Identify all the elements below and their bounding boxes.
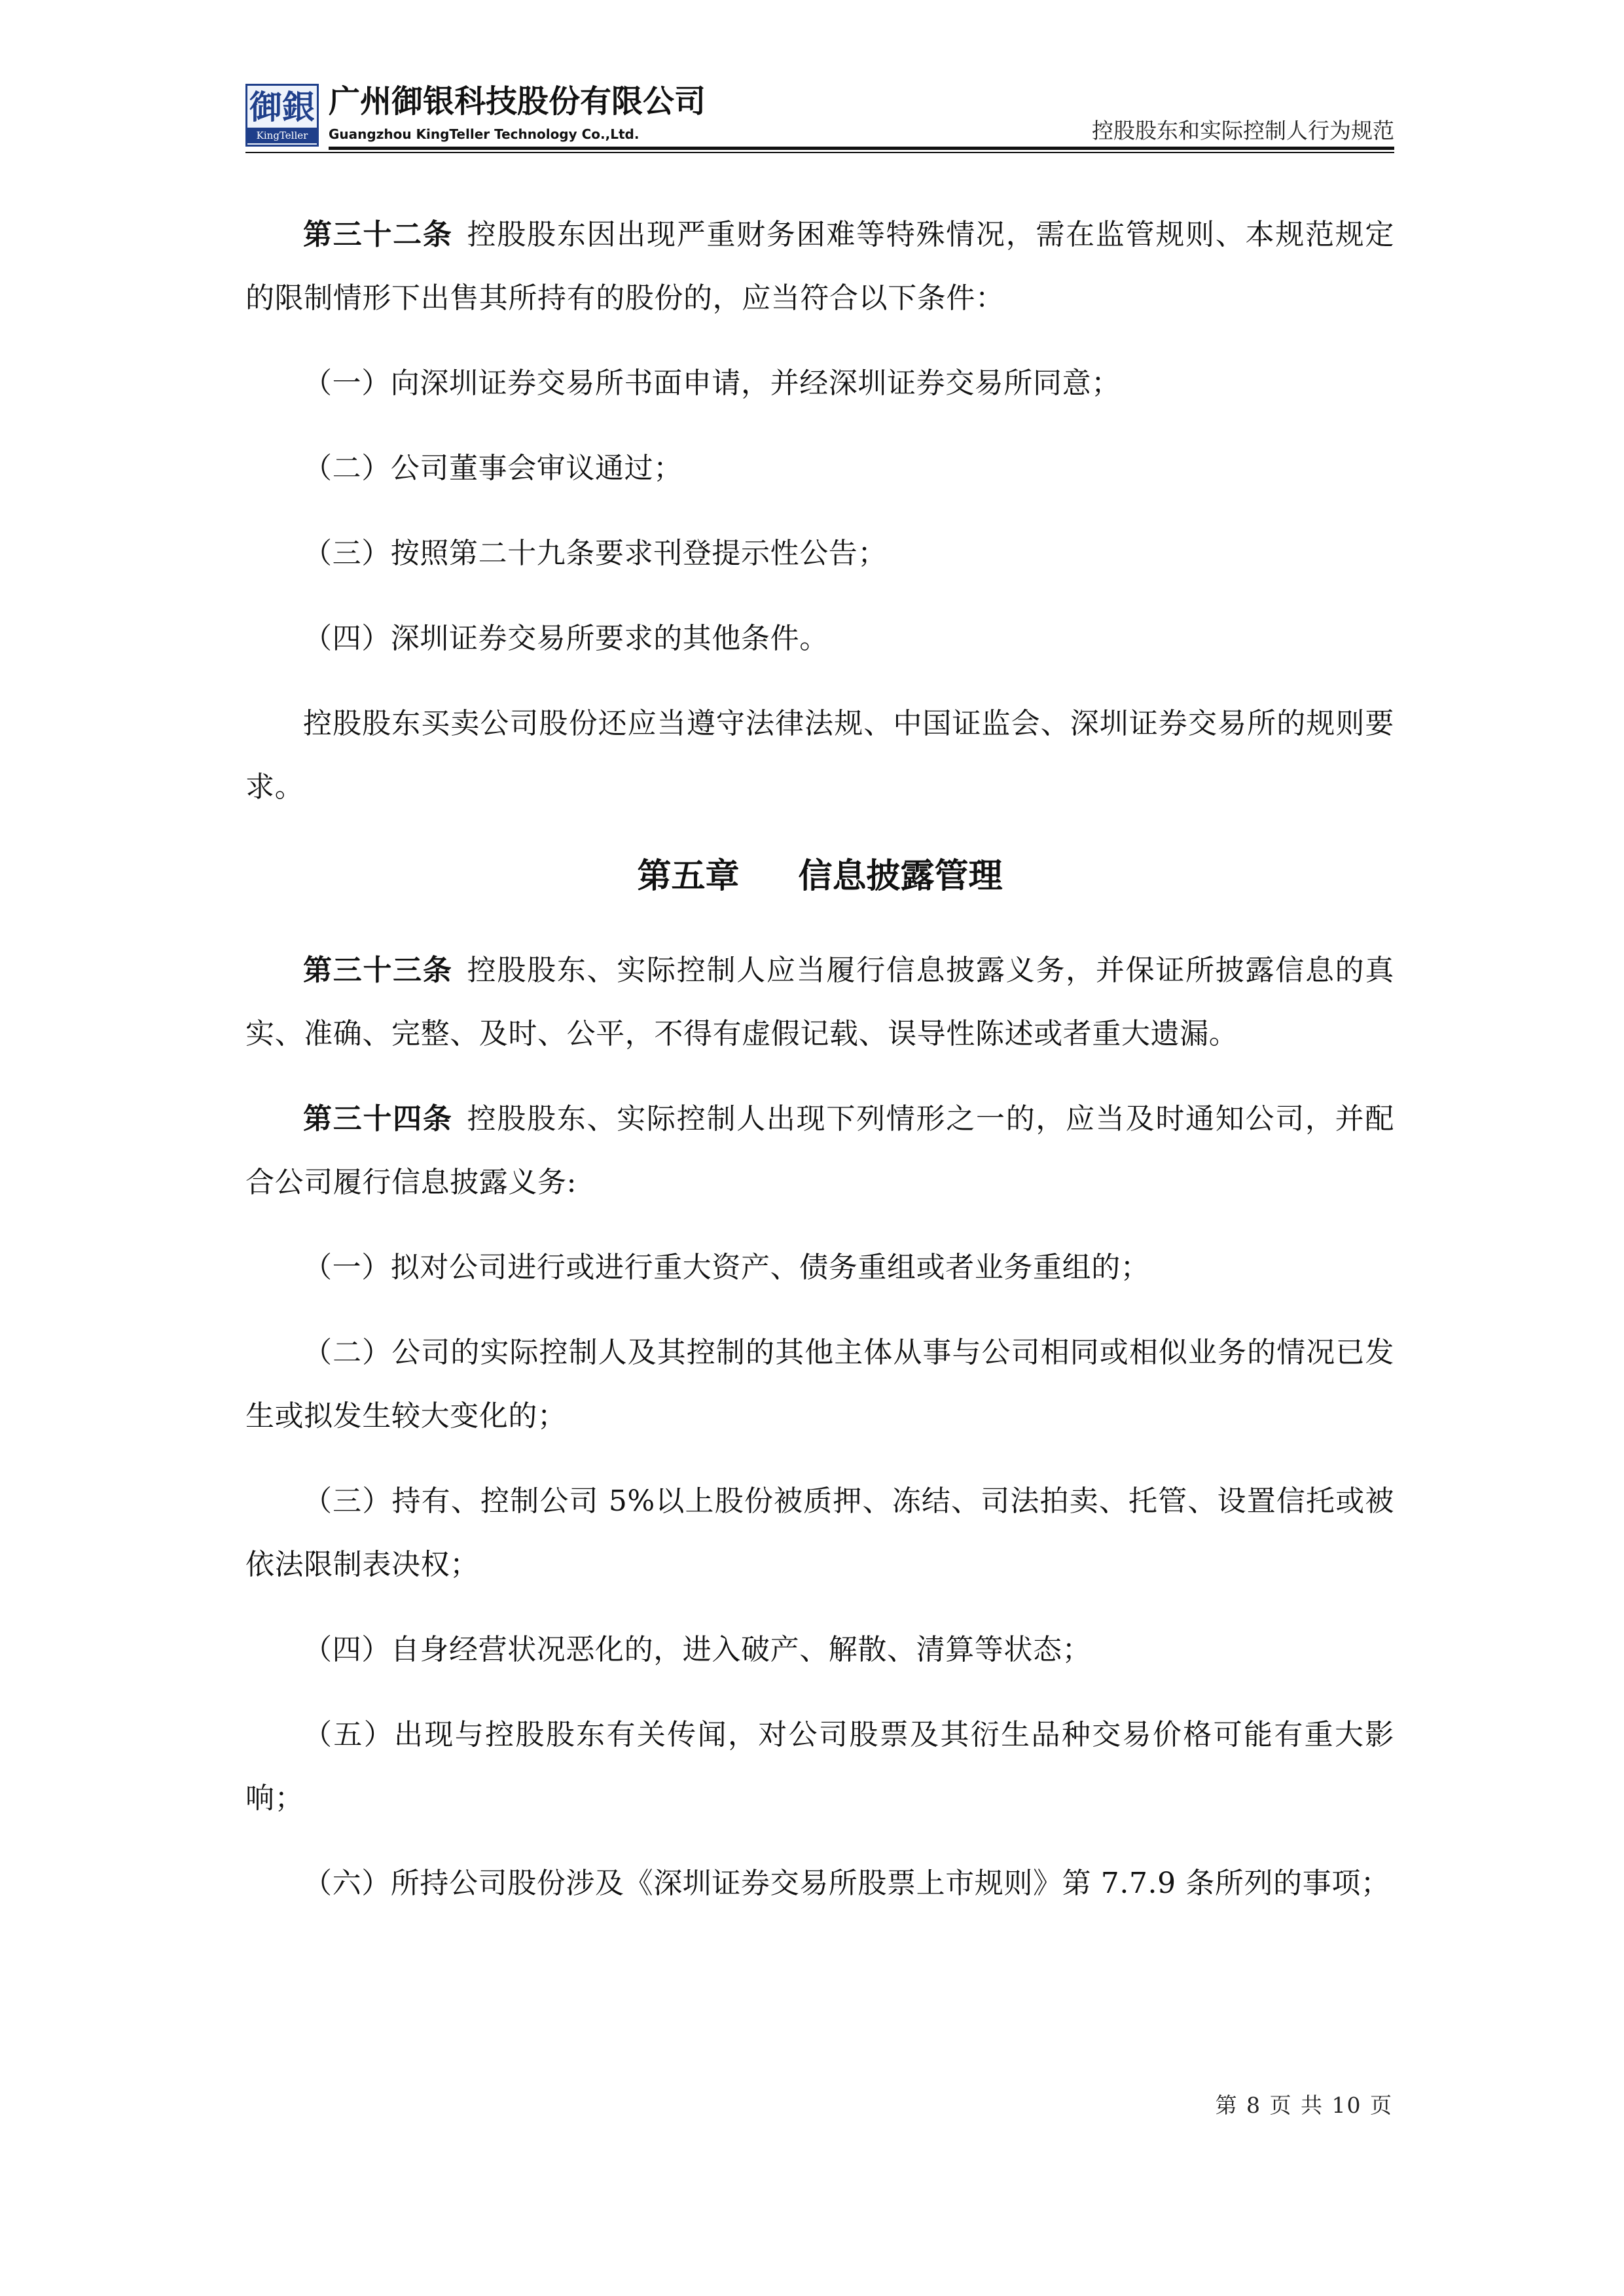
list-item: （二）公司的实际控制人及其控制的其他主体从事与公司相同或相似业务的情况已发生或拟发生较大变化的； xyxy=(245,1336,1394,1433)
article-label: 第三十三条 xyxy=(303,954,453,987)
chapter-heading xyxy=(245,840,1394,912)
list-item: （一）向深圳证券交易所书面申请，并经深圳证券交易所同意； xyxy=(303,367,1121,400)
article-text: 控股股东因出现严重财务困难等特殊情况，需在监管规则、本规范规定的限制情形下出售其所持有的股份的，应当符合以下条件： xyxy=(245,218,1395,315)
article-32-closing: 控股股东买卖公司股份还应当遵守法律法规、中国证监会、深圳证券交易所的规则要求。 xyxy=(245,707,1394,804)
list-item: （三）持有、控制公司 5%以上股份被质押、冻结、司法拍卖、托管、设置信托或被依法限制表决权； xyxy=(245,1484,1394,1581)
document-body xyxy=(245,203,1394,1937)
logo-subtext: KingTeller xyxy=(247,128,317,143)
header-rule-thick xyxy=(329,147,1394,150)
logo-mark: 御銀 xyxy=(249,88,315,126)
list-item: （六）所持公司股份涉及《深圳证券交易所股票上市规则》第 7.7.9 条所列的事项； xyxy=(303,1867,1390,1900)
list-item: （四）自身经营状况恶化的，进入破产、解散、清算等状态； xyxy=(303,1633,1092,1666)
list-item: （三）按照第二十九条要求刊登提示性公告； xyxy=(303,537,887,570)
article-text: 控股股东、实际控制人应当履行信息披露义务，并保证所披露信息的真实、准确、完整、及时、公平，不得有虚假记载、误导性陈述或者重大遗漏。 xyxy=(245,954,1395,1050)
list-item: （四）深圳证券交易所要求的其他条件。 xyxy=(303,622,829,655)
list-item: （五）出现与控股股东有关传闻，对公司股票及其衍生品种交易价格可能有重大影响； xyxy=(245,1718,1394,1815)
article-33 xyxy=(245,939,1394,1066)
header-rule-thin xyxy=(245,152,1394,153)
company-logo xyxy=(245,84,319,147)
article-32 xyxy=(245,203,1394,330)
article-text: 控股股东、实际控制人出现下列情形之一的，应当及时通知公司，并配合公司履行信息披露义务: xyxy=(245,1102,1395,1199)
company-name-en: Guangzhou KingTeller Technology Co.,Ltd. xyxy=(329,126,640,142)
article-label: 第三十二条 xyxy=(303,218,453,251)
article-34 xyxy=(245,1087,1394,1214)
list-item: （二）公司董事会审议通过； xyxy=(303,452,683,485)
page-number: 第 8 页 共 10 页 xyxy=(1215,2092,1393,2118)
list-item: （一）拟对公司进行或进行重大资产、债务重组或者业务重组的； xyxy=(303,1251,1150,1284)
document-title: 控股股东和实际控制人行为规范 xyxy=(1092,118,1394,143)
company-name-cn: 广州御银科技股份有限公司 xyxy=(329,83,706,120)
article-label: 第三十四条 xyxy=(303,1102,453,1136)
chapter-title: 信息披露管理 xyxy=(798,857,1003,896)
page-header xyxy=(245,79,1394,156)
chapter-number: 第五章 xyxy=(637,857,740,896)
